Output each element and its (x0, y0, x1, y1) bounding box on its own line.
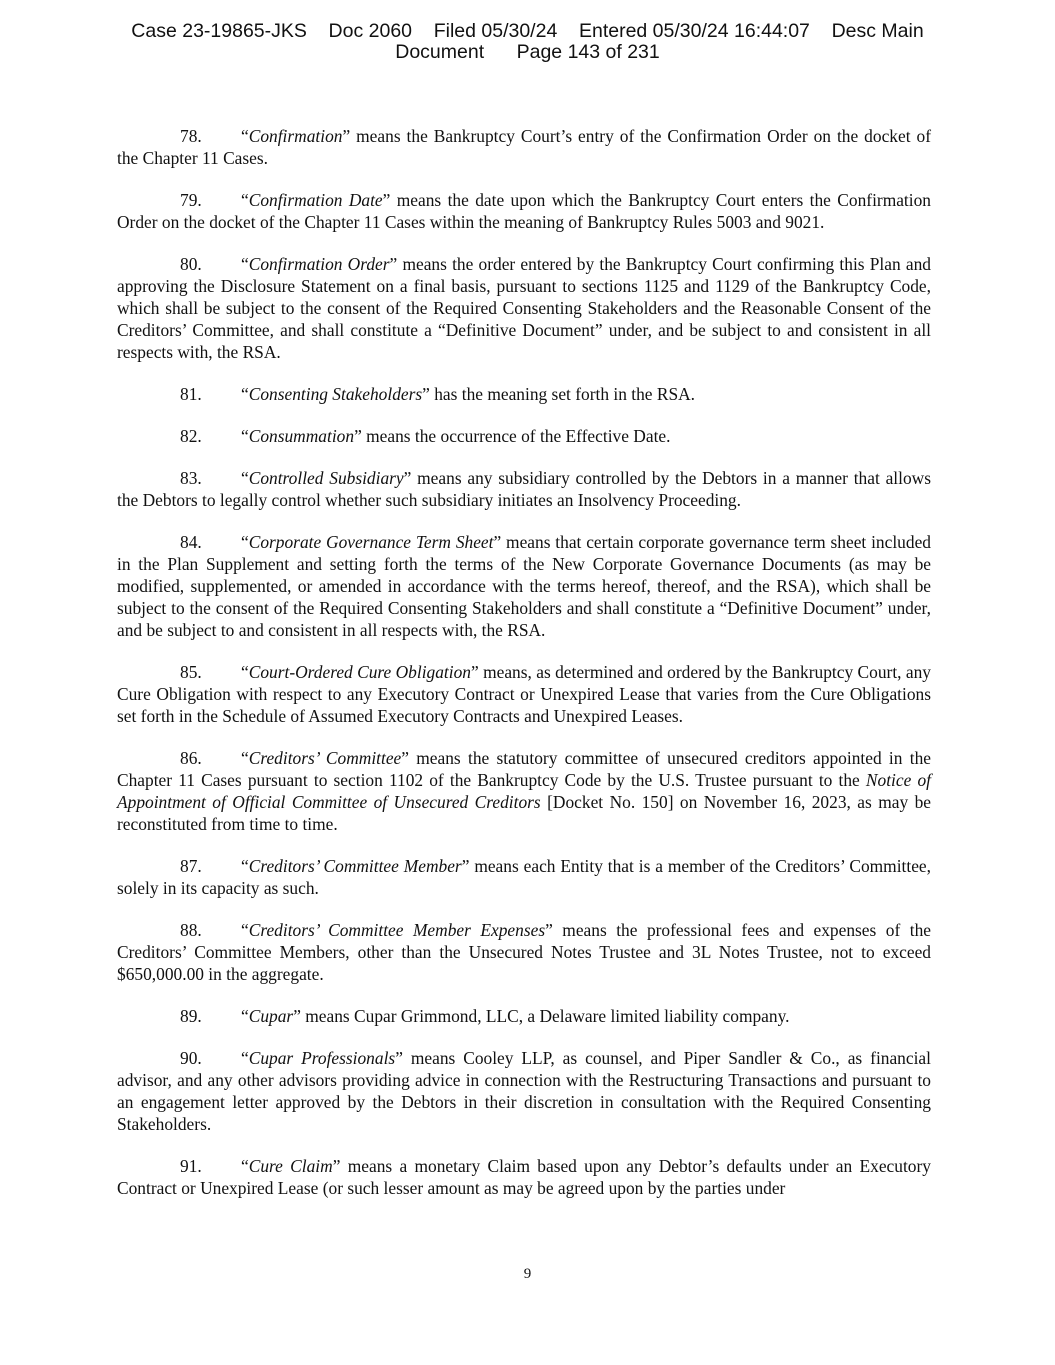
paragraph-number: 85. (180, 662, 202, 682)
defined-term: Cupar Professionals (248, 1048, 396, 1068)
definition-text: ” means Cooley LLP, as counsel, and Piper Sandler & Co., as financial advisor, and any other advisors providing advice in connection with the Restructuring Transactions and pursuant to an engagement letter approved by the Debtors in their discretion in consultation with the Required Consenting Stakeholders. (117, 1048, 931, 1134)
definition-text: ” means the occurrence of the Effective Date. (354, 426, 671, 446)
defined-term: Consenting Stakeholders (248, 384, 423, 404)
definition-paragraph: 82. “Consummation” means the occurrence of the Effective Date. (180, 426, 671, 446)
paragraph-number: 81. (180, 384, 202, 404)
definitions-body (117, 125, 931, 1219)
defined-term: Confirmation Date (248, 190, 383, 210)
definition-text: ” means, as determined and ordered by the Bankruptcy Court, any Cure Obligation with respect to any Executory Contract or Unexpired Lease that varies from the Cure Obligations set forth in the Schedule of Assumed Executory Contracts and Unexpired Leases. (117, 662, 931, 726)
defined-term: Corporate Governance Term Sheet (248, 532, 494, 552)
defined-term: Cure Claim (248, 1156, 333, 1176)
filing-header-line-1: Case 23-19865-JKS Doc 2060 Filed 05/30/24 Entered 05/30/24 16:44:07 Desc Main (131, 20, 924, 42)
definition-paragraph: 81. “Consenting Stakeholders” has the meaning set forth in the RSA. (180, 384, 696, 404)
definition-text: ” means each Entity that is a member of the Creditors’ Committee, solely in its capacity as such. (117, 856, 931, 898)
page-number: 9 (523, 1266, 532, 1282)
definition-paragraph: 85. “Court-Ordered Cure Obligation” means, as determined and ordered by the Bankruptcy Court, any Cure Obligation with respect to any Executory Contract or Unexpired Lease that varies from the Cure Obligations set forth in the Schedule of Assumed Executory Contracts and Unexpired Leases. (117, 662, 931, 726)
definition-text: ” means the statutory committee of unsecured creditors appointed in the Chapter 11 Cases pursuant to section 1102 of the Bankruptcy Code by the U.S. Trustee pursuant to the (117, 748, 931, 790)
paragraph-number: 89. (180, 1006, 202, 1026)
paragraph-number: 90. (180, 1048, 202, 1068)
definition-paragraph: 83. “Controlled Subsidiary” means any subsidiary controlled by the Debtors in a manner that allows the Debtors to legally control whether such subsidiary initiates an Insolvency Proceeding. (117, 468, 931, 510)
defined-term: Creditors’ Committee (248, 748, 402, 768)
definition-text: ” means the order entered by the Bankruptcy Court confirming this Plan and approving the Disclosure Statement on a final basis, pursuant to sections 1125 and 1129 of the Bankruptcy Code, which shall be subject to the consent of the Required Consenting Stakeholders and the Reasonable Consent of the Creditors’ Committee, and shall constitute a “Definitive Document” under, and be subject to and consistent in all respects with, the RSA. (117, 254, 931, 362)
definition-paragraph: 90. “Cupar Professionals” means Cooley LLP, as counsel, and Piper Sandler & Co., as financial advisor, and any other advisors providing advice in connection with the Restructuring Transactions and pursuant to an engagement letter approved by the Debtors in their discretion in consultation with the Required Consenting Stakeholders. (117, 1048, 931, 1134)
definition-paragraph: 79. “Confirmation Date” means the date upon which the Bankruptcy Court enters the Confirmation Order on the docket of the Chapter 11 Cases within the meaning of Bankruptcy Rules 5003 and 9021. (117, 190, 931, 232)
paragraph-number: 83. (180, 468, 202, 488)
definition-text: ” means that certain corporate governance term sheet included in the Plan Supplement and setting forth the terms of the New Corporate Governance Documents (as may be modified, supplemented, or amended in accordance with the terms hereof, thereof, and the RSA), which shall be subject to the consent of the Required Consenting Stakeholders and shall constitute a “Definitive Document” under, and be subject to and consistent in all respects with, the RSA. (117, 532, 931, 640)
paragraph-number: 84. (180, 532, 202, 552)
definition-text: ” means a monetary Claim based upon any Debtor’s defaults under an Executory Contract or Unexpired Lease (or such lesser amount as may be agreed upon by the parties under (117, 1156, 931, 1198)
defined-term: Consummation (248, 426, 355, 446)
paragraph-number: 86. (180, 748, 202, 768)
definition-paragraph: 78. “Confirmation” means the Bankruptcy Court’s entry of the Confirmation Order on the docket of the Chapter 11 Cases. (117, 126, 931, 168)
paragraph-number: 82. (180, 426, 202, 446)
defined-term: Confirmation Order (248, 254, 390, 274)
definition-text: ” means the professional fees and expenses of the Creditors’ Committee Members, other than the Unsecured Notes Trustee and 3L Notes Trustee, not to exceed $650,000.00 in the aggregate. (117, 920, 931, 984)
cited-document-title: Notice of Appointment of Official Committee of Unsecured Creditors (117, 770, 931, 812)
definition-paragraph: 89. “Cupar” means Cupar Grimmond, LLC, a Delaware limited liability company. (180, 1006, 790, 1026)
defined-term: Confirmation (248, 126, 343, 146)
definition-text: ” means any subsidiary controlled by the Debtors in a manner that allows the Debtors to legally control whether such subsidiary initiates an Insolvency Proceeding. (117, 468, 931, 510)
paragraph-number: 88. (180, 920, 202, 940)
definition-paragraph: 88. “Creditors’ Committee Member Expenses” means the professional fees and expenses of the Creditors’ Committee Members, other than the Unsecured Notes Trustee and 3L Notes Trustee, not to exceed $650,000.00 in the aggregate. (117, 920, 931, 984)
definition-text: ” has the meaning set forth in the RSA. (422, 384, 696, 404)
definition-text: ” means the Bankruptcy Court’s entry of the Confirmation Order on the docket of the Chapter 11 Cases. (117, 126, 931, 168)
definition-paragraph: 84. “Corporate Governance Term Sheet” means that certain corporate governance term sheet included in the Plan Supplement and setting forth the terms of the New Corporate Governance Documents (as may be modified, supplemented, or amended in accordance with the terms hereof, thereof, and the RSA), which shall be subject to the consent of the Required Consenting Stakeholders and shall constitute a “Definitive Document” under, and be subject to and consistent in all respects with, the RSA. (117, 532, 931, 640)
defined-term: Court-Ordered Cure Obligation (248, 662, 471, 682)
paragraph-number: 91. (180, 1156, 202, 1176)
filing-header-line-2: Document Page 143 of 231 (395, 41, 660, 63)
definition-text-continued: [Docket No. 150] on November 16, 2023, as may be reconstituted from time to time. (117, 792, 931, 834)
paragraph-number: 79. (180, 190, 202, 210)
defined-term: Creditors’ Committee Member (248, 856, 462, 876)
defined-term: Cupar (248, 1006, 294, 1026)
defined-term: Controlled Subsidiary (248, 468, 404, 488)
definition-text: ” means the date upon which the Bankruptcy Court enters the Confirmation Order on the docket of the Chapter 11 Cases within the meaning of Bankruptcy Rules 5003 and 9021. (117, 190, 931, 232)
definition-paragraph: 80. “Confirmation Order” means the order entered by the Bankruptcy Court confirming this Plan and approving the Disclosure Statement on a final basis, pursuant to sections 1125 and 1129 of the Bankruptcy Code, which shall be subject to the consent of the Required Consenting Stakeholders and the Reasonable Consent of the Creditors’ Committee, and shall constitute a “Definitive Document” under, and be subject to and consistent in all respects with, the RSA. (117, 254, 931, 362)
definition-paragraph: 86. “Creditors’ Committee” means the statutory committee of unsecured creditors appointed in the Chapter 11 Cases pursuant to section 1102 of the Bankruptcy Code by the U.S. Trustee pursuant to the Notice of Appointment of Official Committee of Unsecured Creditors [Docket No. 150] on November 16, 2023, as may be reconstituted from time to time. (117, 748, 931, 834)
defined-term: Creditors’ Committee Member Expenses (248, 920, 546, 940)
paragraph-number: 80. (180, 254, 202, 274)
definition-text: ” means Cupar Grimmond, LLC, a Delaware limited liability company. (293, 1006, 790, 1026)
paragraph-number: 87. (180, 856, 202, 876)
definition-paragraph: 87. “Creditors’ Committee Member” means each Entity that is a member of the Creditors’ Committee, solely in its capacity as such. (117, 856, 931, 898)
paragraph-number: 78. (180, 126, 202, 146)
definition-paragraph: 91. “Cure Claim” means a monetary Claim based upon any Debtor’s defaults under an Executory Contract or Unexpired Lease (or such lesser amount as may be agreed upon by the parties under (117, 1156, 931, 1198)
